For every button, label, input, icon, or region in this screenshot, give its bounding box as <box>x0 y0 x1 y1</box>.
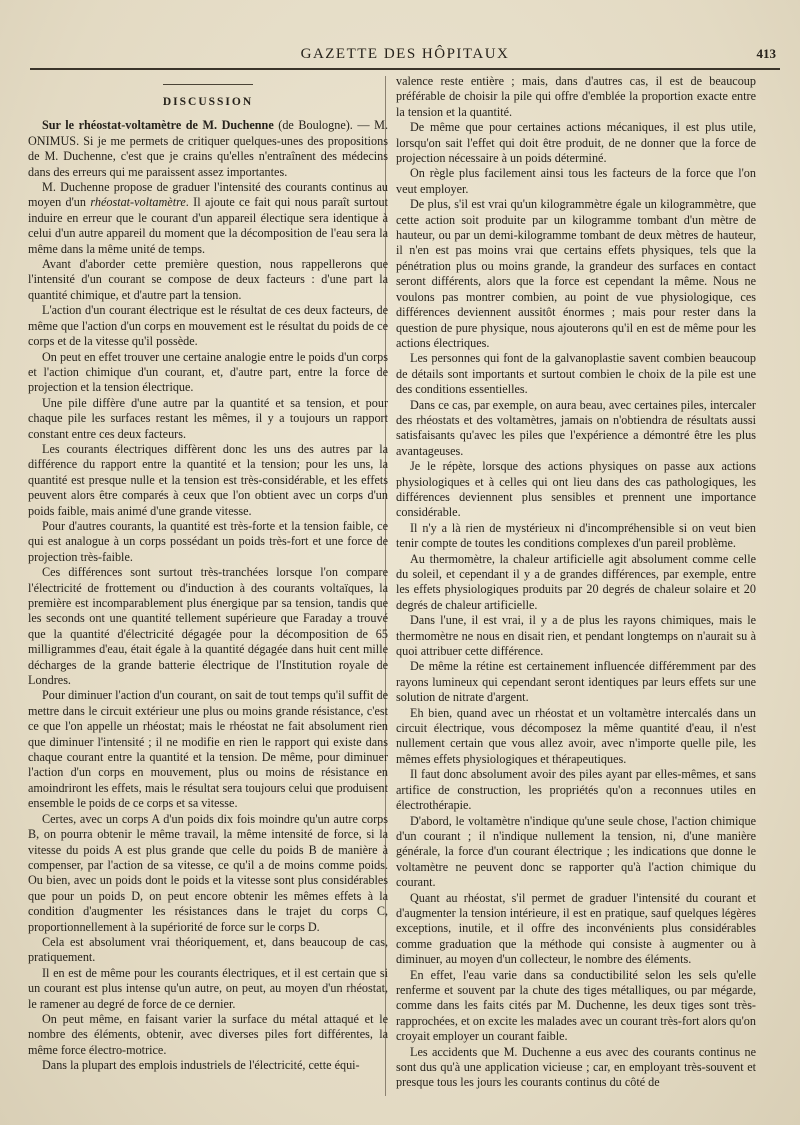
paragraph <box>28 180 388 257</box>
paragraph: On peut même, en faisant varier la surface du métal attaqué et le nombre des éléments, obtenir, avec diverses piles fort différentes, la même force électro-motrice. <box>28 1011 388 1057</box>
right-column <box>396 74 756 1109</box>
paragraph: Certes, avec un corps A d'un poids dix fois moindre qu'un autre corps B, on pourra obtenir le même travail, la même intensité de force, si la vitesse du poids A est plus grande que celle du poids B de manière à compenser, par l'action de sa vitesse, ce qu'il a de moins comme poids. Ou bien, avec un poids dont le poids et la vitesse sont plus considérables que pour un poids D, on peut encore obtenir les mêmes effets à la condition d'augmenter les résistances dans le trajet du corps C, proportionnellement à la supériorité de force sur le corps D. <box>28 811 388 934</box>
paragraph: De même que pour certaines actions mécaniques, il est plus utile, lorsqu'on sait l'effet qui doit être produit, de ne donner que la force de projection nécessaire à un poids déterminé. <box>396 120 756 166</box>
paragraph: Les courants électriques diffèrent donc les uns des autres par la différence du rapport entre la quantité et la tension; pour les uns, la quantité est presque nulle et la tension est très-considérable, et les effets peuvent alors être comparés à ceux que l'on obtient avec un corps d'un poids faible, mais animé d'une grande vitesse. <box>28 441 388 518</box>
paragraph: De même la rétine est certainement influencée différemment par des rayons lumineux qui cependant seront identiques par leurs effets sur une solution de nitrate d'argent. <box>396 659 756 705</box>
page-number: 413 <box>756 46 776 61</box>
paragraph: Dans ce cas, par exemple, on aura beau, avec certaines piles, intercaler des rhéostats et des voltamètres, jamais on n'obtiendra de résultats aussi satisfaisants qu'avec les piles que l'expérience a démontré être les plus avantageuses. <box>396 397 756 458</box>
paragraph-text: (de Boulogne). — M. ONIMUS. Si je me permets de critiquer quelques-unes des propositions de M. Duchenne, c'est que je crains qu'elles n'entraînent des médecins dans des erreurs qui me paraissent assez importantes. <box>28 118 388 179</box>
paragraph: Ces différences sont surtout très-tranchées lorsque l'on compare l'électricité de frottement ou d'induction à des courants voltaïques, la première est incomparablement plus énergique par sa tension, tandis que les seconds ont une quantité tellement supérieure que Faraday a trouvé que la quantité d'électricité dégagée pour la décomposition de 65 milligrammes d'eau, était égale à la quantité dégagée dans huit cent mille décharges de la grande batterie électrique de l'Institution royale de Londres. <box>28 565 388 688</box>
paragraph: Cela est absolument vrai théoriquement, et, dans beaucoup de cas, pratiquement. <box>28 934 388 965</box>
paragraph-text: . Il ajoute ce fait qui nous paraît surtout induire en erreur que le courant d'un appareil électique sera identique à celui d'un autre appareil du moment que la décomposition de l'eau sera la même dans la même unité de temps. <box>28 195 388 256</box>
paragraph: Il en est de même pour les courants électriques, et il est certain que si un courant est plus intense qu'un autre, on peut, au moyen d'un rhéostat, le ramener au degré de force de ce dernier. <box>28 965 388 1011</box>
paragraph: Il n'y a là rien de mystérieux ni d'incompréhensible si on veut bien tenir compte de toutes les conditions complexes d'un pareil problème. <box>396 520 756 551</box>
paragraph: Pour diminuer l'action d'un courant, on sait de tout temps qu'il suffit de mettre dans le circuit extérieur une plus ou moins grande résistance, c'est ce que l'on appelle un rhéostat; mais le rhéostat ne fait absolument rien que diminuer l'intensité ; il ne modifie en rien le rapport qui existe dans chaque courant entre la quantité et la tension. De même, pour diminuer l'action d'un corps en mouvement, plus ou moins de résistance en amoindriront les effets, mais le résultat sera toujours celui que produisent ensemble le poids de ce corps et sa vitesse. <box>28 688 388 811</box>
journal-title: GAZETTE DES HÔPITAUX <box>300 46 510 62</box>
paragraph: valence reste entière ; mais, dans d'autres cas, il est de beaucoup préférable de choisir la pile qui offre d'emblée la proportion exacte entre la tension et la quantité. <box>396 74 756 119</box>
paragraph: Quant au rhéostat, s'il permet de graduer l'intensité du courant et d'augmenter la tension intérieure, il est en pratique, sauf quelques légères exceptions, inutile, et il offre des inconvénients plus considérables comme graduation que la méthode qui consiste à augmenter ou à diminuer, au moyen d'un collecteur, le nombre des éléments. <box>396 890 756 967</box>
paragraph: Une pile diffère d'une autre par la quantité et sa tension, et pour chaque pile les surfaces restant les mêmes, il y a toujours un rapport constant entre ces deux facteurs. <box>28 395 388 441</box>
left-column <box>28 74 388 1109</box>
paragraph: Pour d'autres courants, la quantité est très-forte et la tension faible, ce qui est analogue à un corps possédant un poids très-fort et une force de projection très-faible. <box>28 518 388 564</box>
paragraph: Avant d'aborder cette première question, nous rappellerons que l'intensité d'un courant se compose de deux facteurs : d'une part la quantité chimique, et d'autre part la tension. <box>28 257 388 302</box>
section-heading: DISCUSSION <box>28 84 388 110</box>
paragraph: Je le répète, lorsque des actions physiques on passe aux actions physiologiques et à celles qui ont lieu dans des cas pathologiques, les différences deviennent plus sensibles et prennent une importance considérable. <box>396 459 756 520</box>
paragraph: Les personnes qui font de la galvanoplastie savent combien beaucoup de détails sont importants et surtout combien le choix de la pile est une des conditions essentielles. <box>396 351 756 397</box>
italic-term: rhéostat-voltamètre <box>90 195 186 210</box>
paragraph: Les accidents que M. Duchenne a eus avec des courants continus ne sont dus qu'à une application vicieuse ; car, en employant très-souvent et presque tous les jours les courants continus du côté de <box>396 1044 756 1090</box>
paragraph: Eh bien, quand avec un rhéostat et un voltamètre intercalés dans un circuit électrique, vous décomposez la même quantité d'eau, il n'est nullement certain que vous allez avoir, avec n'importe quelle pile, les mêmes effets physiologiques et thérapeutiques. <box>396 705 756 766</box>
paragraph: Dans la plupart des emplois industriels de l'électricité, cette équi- <box>42 1058 360 1073</box>
paragraph: On règle plus facilement ainsi tous les facteurs de la force que l'on veut employer. <box>396 166 756 196</box>
paragraph: Dans l'une, il est vrai, il y a de plus les rayons chimiques, mais le thermomètre ne nous en disait rien, et pendant longtemps on n'aurait su à quoi attribuer cette différence. <box>396 613 756 659</box>
paragraph-text: M. Duchenne propose de graduer l'intensité des courants continus au moyen d'un <box>28 180 388 210</box>
article-opening-paragraph <box>28 118 388 180</box>
page-header <box>30 44 780 70</box>
paragraph: En effet, l'eau varie dans sa conductibilité selon les sels qu'elle renferme et souvent par la chute des tiges métalliques, ou par mégarde, comme dans les faits cités par M. Duchenne, les deux tiges sont très-rapprochées, et on excite les malades avec un courant très-fort alors qu'on croyait employer un courant faible. <box>396 967 756 1044</box>
paragraph: On peut en effet trouver une certaine analogie entre le poids d'un corps et l'action chimique d'un courant, et, d'autre part, entre la force de projection et la tension électrique. <box>28 349 388 395</box>
paragraph: De plus, s'il est vrai qu'un kilogrammètre égale un kilogrammètre, que cette action soit produite par un kilogramme tombant d'un mètre de hauteur, ou par un demi-kilogramme tombant de deux mètres de hauteur, il n'en est pas moins vrai que certains effets physiques, tels que la pénétration plus ou moins grande, la grandeur des surfaces en contact seront différents, alors que la force est cependant la même. Nous ne voulons pas montrer combien, au point de vue physiologique, ces différences deviennent aussitôt énormes ; mais pour rester dans la question de pure physique, nous ajouterons qu'il en est de même pour les actions électriques. <box>396 197 756 350</box>
paragraph: L'action d'un courant électrique est le résultat de ces deux facteurs, de même que l'action d'un corps en mouvement est le résultat du poids de ce corps et de la vitesse qu'il possède. <box>28 303 388 349</box>
article-topic: Sur le rhéostat-voltamètre de M. Duchenne <box>42 118 274 133</box>
paragraph: Au thermomètre, la chaleur artificielle agit absolument comme celle du soleil, et cependant il y a de grandes différences, par exemple, entre les effets physiologiques produits par 20 degrés de chaleur solaire et 20 degrés de chaleur artificielle. <box>396 551 756 612</box>
paragraph: Il faut donc absolument avoir des piles ayant par elles-mêmes, et sans artifice de construction, les propriétés qu'on a reconnues utiles en électrothérapie. <box>396 767 756 813</box>
paragraph: D'abord, le voltamètre n'indique qu'une seule chose, l'action chimique d'un courant ; il n'indique nullement la tension, ni, d'une manière générale, la force d'un courant électrique ; les indications que donne le voltamètre ne peuvent donc se rapporter qu'à l'action chimique du courant. <box>396 813 756 890</box>
